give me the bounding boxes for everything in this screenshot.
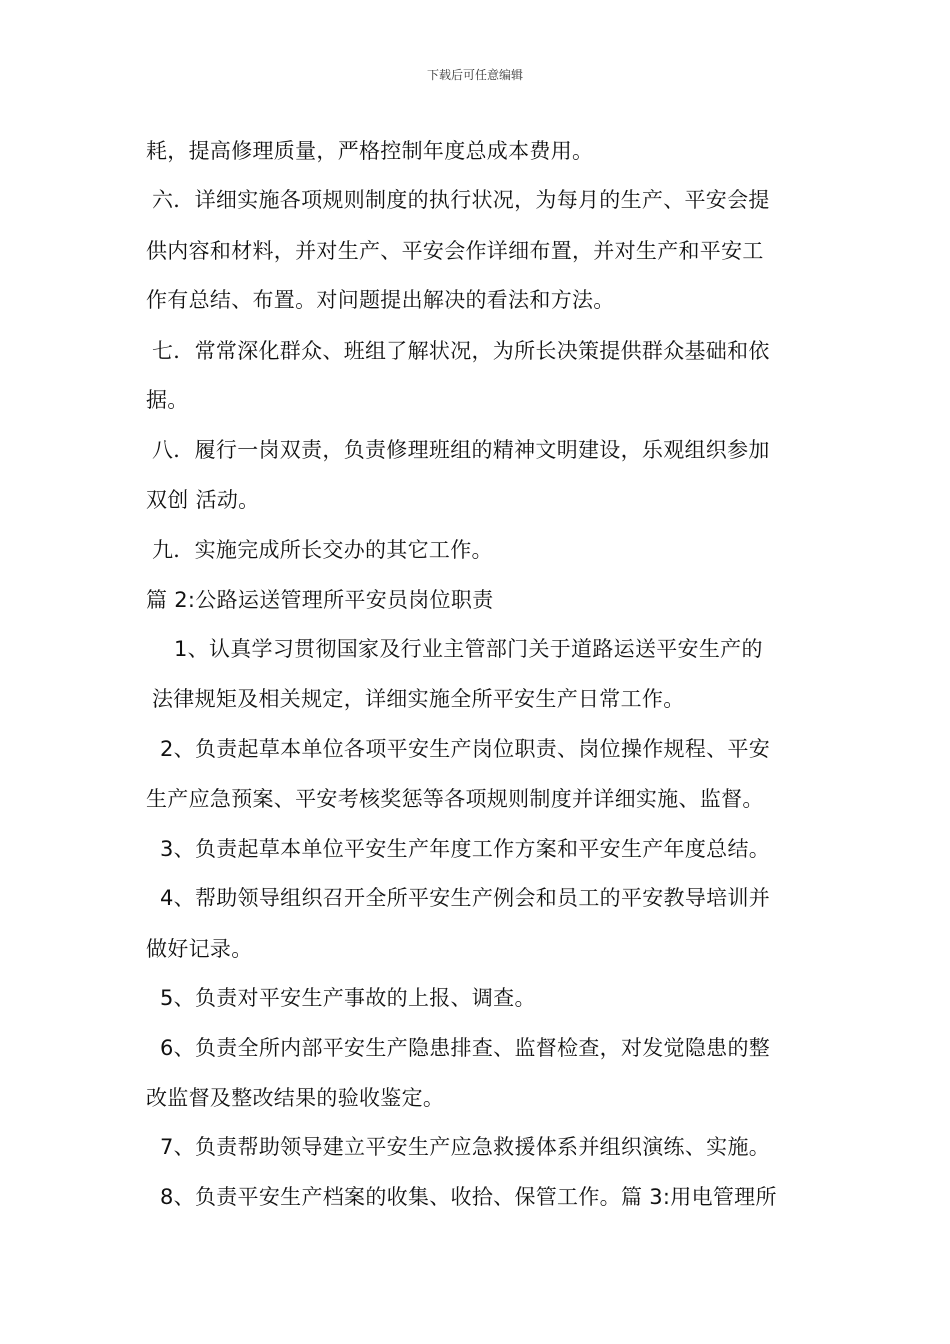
text-line-22: 8、负责平安生产档案的收集、收拾、保管工作。篇 3:用电管理所 xyxy=(160,1185,777,1209)
text-line-16: 4、帮助领导组织召开全所平安生产例会和员工的平安教导培训并 xyxy=(160,886,771,910)
text-line-13: 2、负责起草本单位各项平安生产岗位职责、岗位操作规程、平安 xyxy=(160,737,771,761)
text-line-20: 改监督及整改结果的验收鉴定。 xyxy=(146,1086,445,1110)
text-line-3: 供内容和材料，并对生产、平安会作详细布置，并对生产和平安工 xyxy=(146,239,764,263)
text-line-7: 八．履行一岗双责，负责修理班组的精神文明建设，乐观组织参加 xyxy=(152,438,770,462)
text-line-1: 耗，提高修理质量，严格控制年度总成本费用。 xyxy=(146,139,594,163)
text-line-9: 九．实施完成所长交办的其它工作。 xyxy=(152,538,493,562)
text-line-2: 六．详细实施各项规则制度的执行状况，为每月的生产、平安会提 xyxy=(152,188,770,212)
text-line-17: 做好记录。 xyxy=(146,937,253,961)
text-line-18: 5、负责对平安生产事故的上报、调查。 xyxy=(160,986,536,1010)
text-line-8: 双创 活动。 xyxy=(146,488,260,512)
text-line-15: 3、负责起草本单位平安生产年度工作方案和平安生产年度总结。 xyxy=(160,837,771,861)
text-line-12: 法律规矩及相关规定，详细实施全所平安生产日常工作。 xyxy=(152,687,685,711)
page-header: 下载后可任意编辑 xyxy=(426,68,523,82)
text-line-14: 生产应急预案、平安考核奖惩等各项规则制度并详细实施、监督。 xyxy=(146,787,764,811)
text-line-21: 7、负责帮助领导建立平安生产应急救援体系并组织演练、实施。 xyxy=(160,1135,771,1159)
text-line-4: 作有总结、布置。对问题提出解决的看法和方法。 xyxy=(146,288,615,312)
text-line-6: 据。 xyxy=(146,388,189,412)
text-line-5: 七．常常深化群众、班组了解状况，为所长决策提供群众基础和依 xyxy=(152,339,770,363)
section-heading: 篇 2:公路运送管理所平安员岗位职责 xyxy=(146,588,494,612)
text-line-11: 1、认真学习贯彻国家及行业主管部门关于道路运送平安生产的 xyxy=(174,637,763,661)
text-line-19: 6、负责全所内部平安生产隐患排查、监督检查，对发觉隐患的整 xyxy=(160,1036,771,1060)
